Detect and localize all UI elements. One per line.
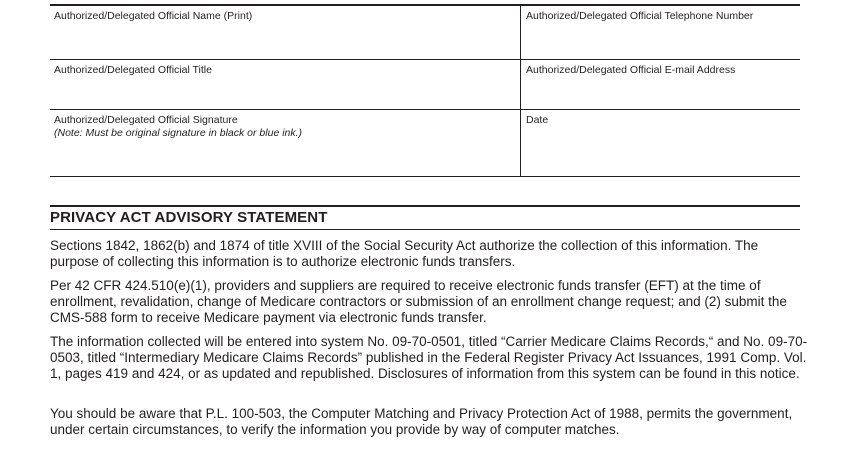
form-row-title-email xyxy=(50,59,800,109)
official-title-label: Authorized/Delegated Official Title xyxy=(54,64,212,76)
official-email-field[interactable] xyxy=(520,60,800,109)
privacy-heading: PRIVACY ACT ADVISORY STATEMENT xyxy=(50,209,328,226)
form-row-name-phone xyxy=(50,6,800,59)
privacy-paragraph-matching: You should be aware that P.L. 100-503, the Computer Matching and Privacy Protection Act of 1988, permits the government, under certain circumstances, to verify the information you provide by way of computer matches. xyxy=(50,406,793,437)
privacy-paragraph-authority: Sections 1842, 1862(b) and 1874 of title XVIII of the Social Security Act authorize the collection of this information. The purpose of collecting this information is to authorize electronic funds transfers. xyxy=(50,238,759,269)
signature-form-table xyxy=(50,4,800,177)
official-phone-field[interactable] xyxy=(520,6,800,59)
official-title-field[interactable] xyxy=(50,60,520,109)
signature-note: (Note: Must be original signature in black or blue ink.) xyxy=(54,127,303,139)
form-row-signature-date xyxy=(50,109,800,177)
official-phone-label: Authorized/Delegated Official Telephone Number xyxy=(526,10,754,22)
official-name-field[interactable] xyxy=(50,6,520,59)
official-name-label: Authorized/Delegated Official Name (Print) xyxy=(54,10,253,22)
official-signature-field[interactable] xyxy=(50,110,520,177)
date-field[interactable] xyxy=(520,110,800,177)
section-top-rule xyxy=(50,205,800,207)
privacy-paragraph-records: The information collected will be entered into system No. 09-70-0501, titled “Carrier Medicare Claims Records,“ and No. 09-70-0503, titled “Intermediary Medicare Claims Records” published in the Federal Register Privacy Act Issuances, 1991 Comp. Vol. 1, pages 419 and 424, or as updated and republished. Disclosures of information from this system can be found in this notice. xyxy=(50,334,808,381)
date-label: Date xyxy=(526,114,549,126)
privacy-paragraph-eft: Per 42 CFR 424.510(e)(1), providers and suppliers are required to receive electronic funds transfer (EFT) at the time of enrollment, revalidation, change of Medicare contractors or submission of an enrollment change request; and (2) submit the CMS-588 form to receive Medicare payment via electronic funds transfer. xyxy=(50,278,787,325)
official-email-label: Authorized/Delegated Official E-mail Address xyxy=(526,64,736,76)
official-signature-label: Authorized/Delegated Official Signature xyxy=(54,114,238,126)
section-heading-rule xyxy=(50,229,800,230)
